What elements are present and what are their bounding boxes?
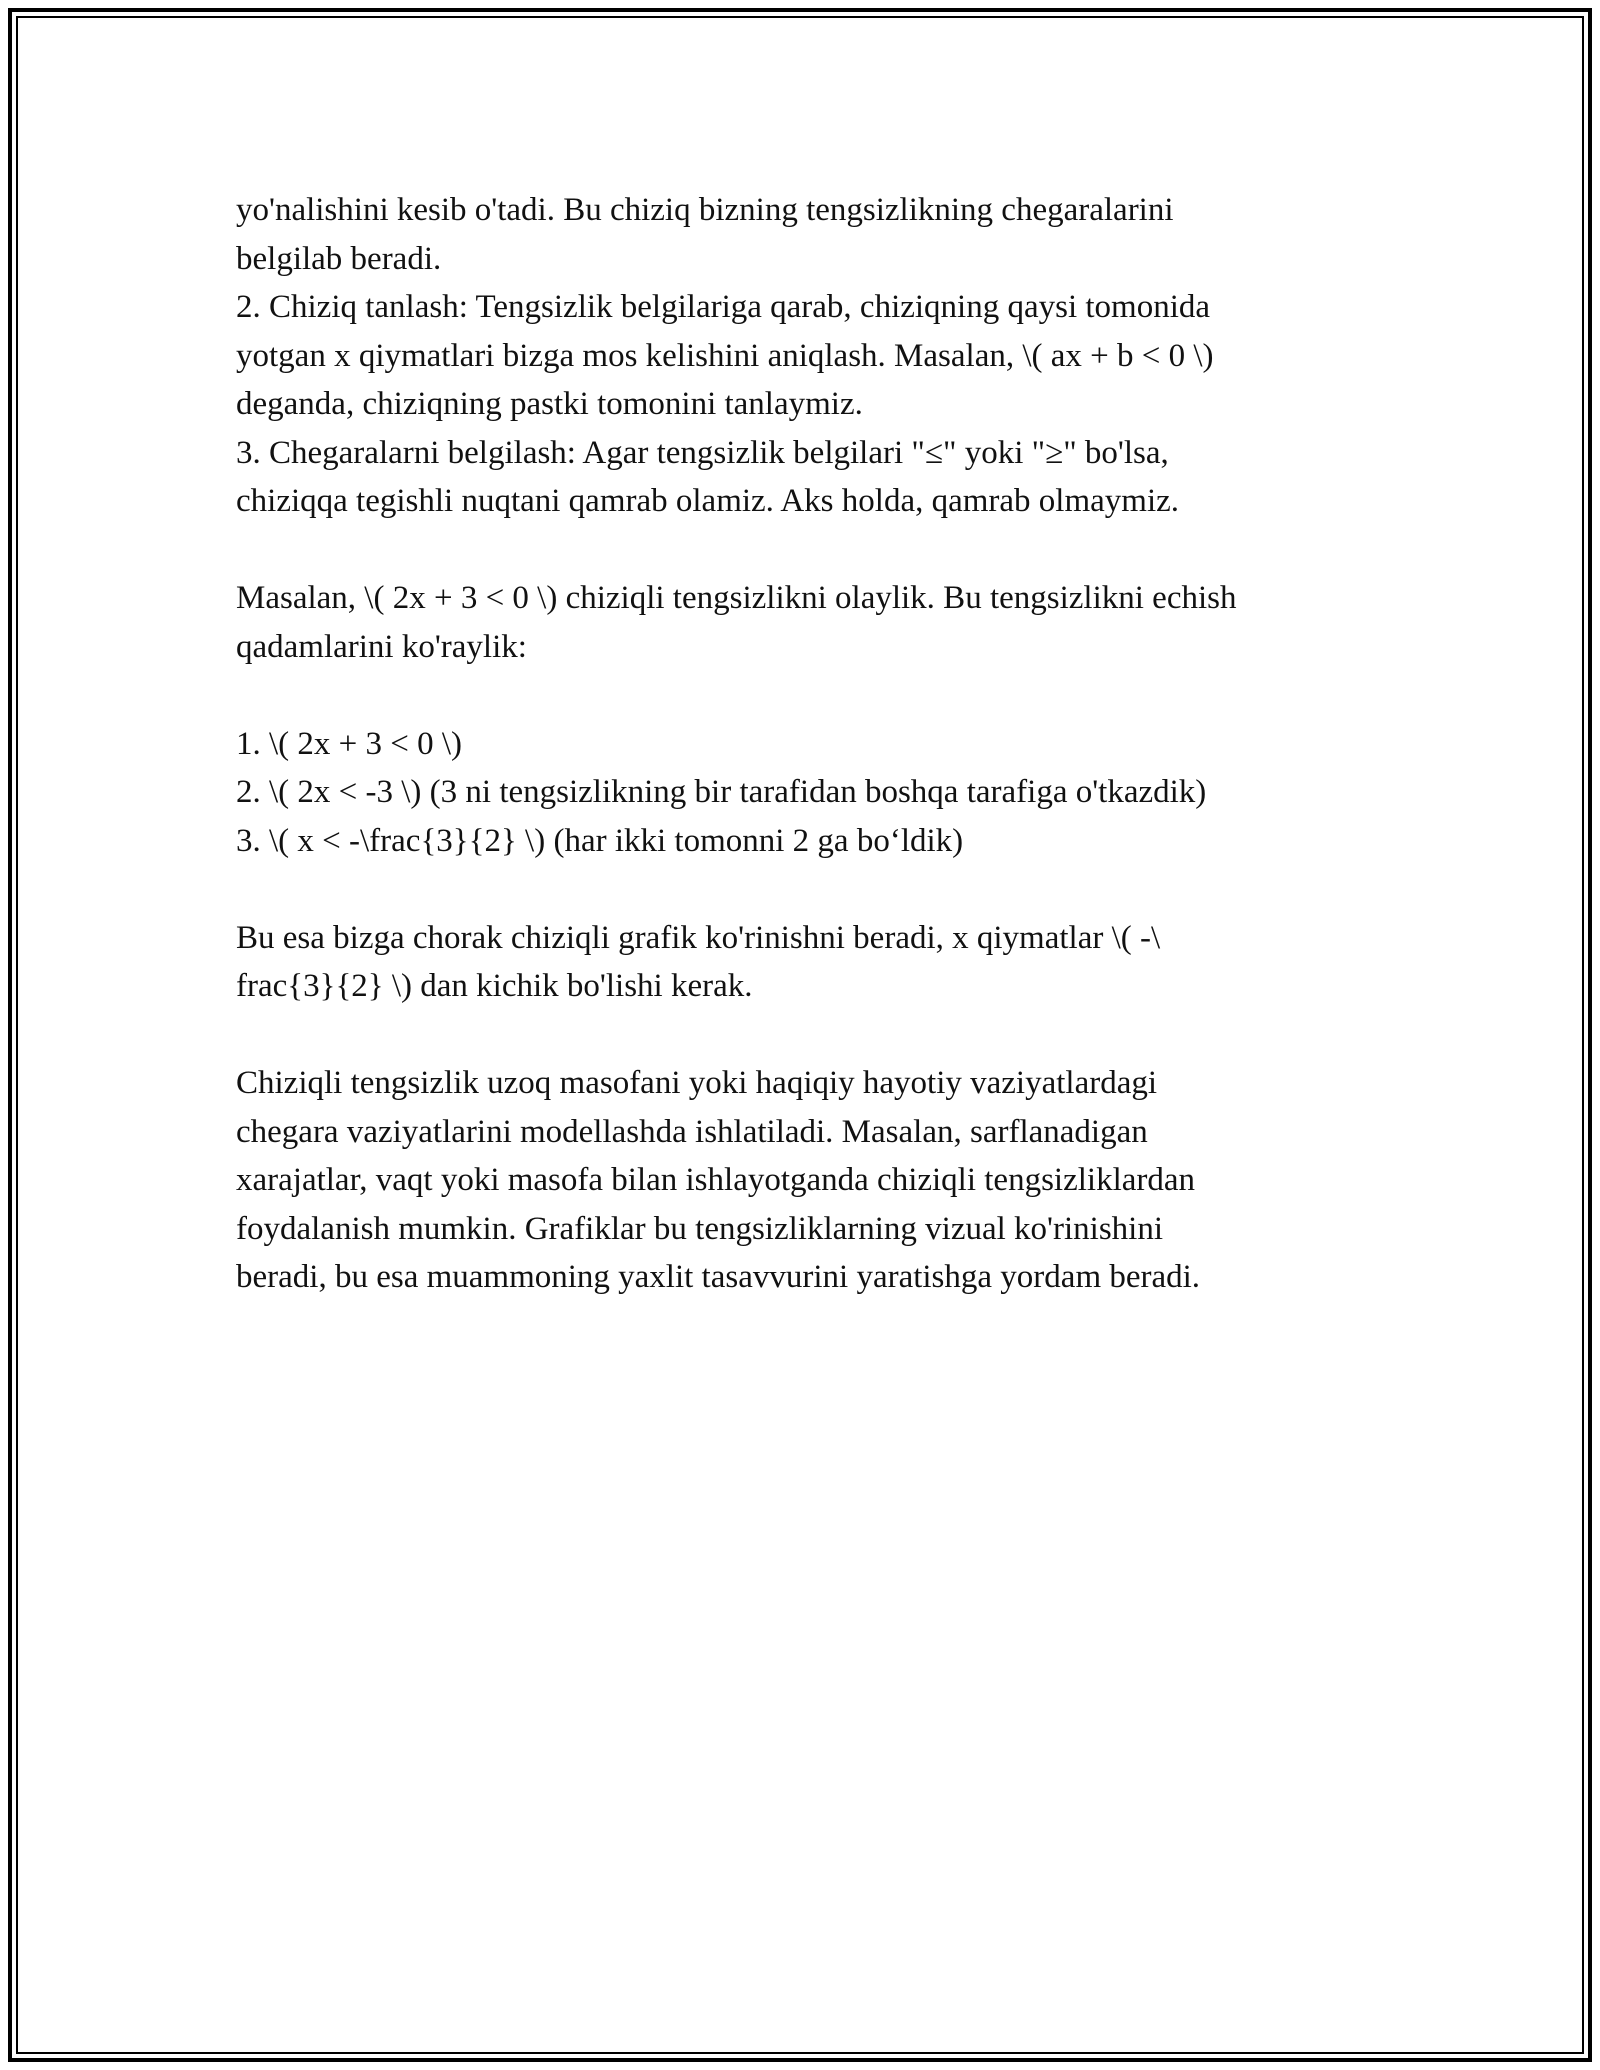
paragraph-applications <box>236 1059 1366 1302</box>
text-line: belgilab beradi. <box>236 240 442 277</box>
text-line: deganda, chiziqning pastki tomonini tanlaymiz. <box>236 386 863 422</box>
text-line: frac{3}{2} \) dan kichik bo'lishi kerak. <box>236 968 753 1004</box>
text-line: yotgan x qiymatlari bizga mos kelishini aniqlash. Masalan, \( ax + b < 0 \) <box>236 337 1214 374</box>
text-line: 1. \( 2x + 3 < 0 \) <box>236 725 463 762</box>
paragraph-gap <box>236 671 1366 720</box>
text-line: chegara vaziyatlarini modellashda ishlatiladi. Masalan, sarflanadigan <box>236 1113 1148 1150</box>
text-line: 2. Chiziq tanlash: Tengsizlik belgilariga qarab, chiziqning qaysi tomonida <box>236 289 1211 325</box>
paragraph-solution-steps <box>236 720 1366 866</box>
text-line: 3. \( x < -\frac{3}{2} \) (har ikki tomonni 2 ga bo‘ldik) <box>236 822 964 859</box>
text-line: beradi, bu esa muammoning yaxlit tasavvurini yaratishga yordam beradi. <box>236 1259 1201 1295</box>
text-line: foydalanish mumkin. Grafiklar bu tengsizliklarning vizual ko'rinishini <box>236 1210 1164 1247</box>
paragraph-graph-note <box>236 914 1366 1011</box>
text-line: 2. \( 2x < -3 \) (3 ni tengsizlikning bir tarafidan boshqa tarafiga o'tkazdik) <box>236 774 1207 810</box>
document-body <box>236 186 1366 1302</box>
paragraph-gap <box>236 865 1366 914</box>
text-line: chiziqqa tegishli nuqtani qamrab olamiz. Aks holda, qamrab olmaymiz. <box>236 483 1180 519</box>
paragraph-steps-intro <box>236 186 1366 526</box>
text-line: yo'nalishini kesib o'tadi. Bu chiziq bizning tengsizlikning chegaralarini <box>236 192 1174 228</box>
paragraph-example <box>236 574 1366 671</box>
paragraph-gap <box>236 526 1366 575</box>
text-line: xarajatlar, vaqt yoki masofa bilan ishlayotganda chiziqli tengsizliklardan <box>236 1162 1196 1198</box>
text-line: 3. Chegaralarni belgilash: Agar tengsizlik belgilari "≤" yoki "≥" bo'lsa, <box>236 434 1169 471</box>
text-line: Masalan, \( 2x + 3 < 0 \) chiziqli tengsizlikni olaylik. Bu tengsizlikni echish <box>236 580 1237 616</box>
paragraph-gap <box>236 1011 1366 1060</box>
text-line: Chiziqli tengsizlik uzoq masofani yoki haqiqiy hayotiy vaziyatlardagi <box>236 1065 1158 1101</box>
text-line: qadamlarini ko'raylik: <box>236 628 527 665</box>
text-line: Bu esa bizga chorak chiziqli grafik ko'rinishni beradi, x qiymatlar \( -\ <box>236 919 1161 956</box>
